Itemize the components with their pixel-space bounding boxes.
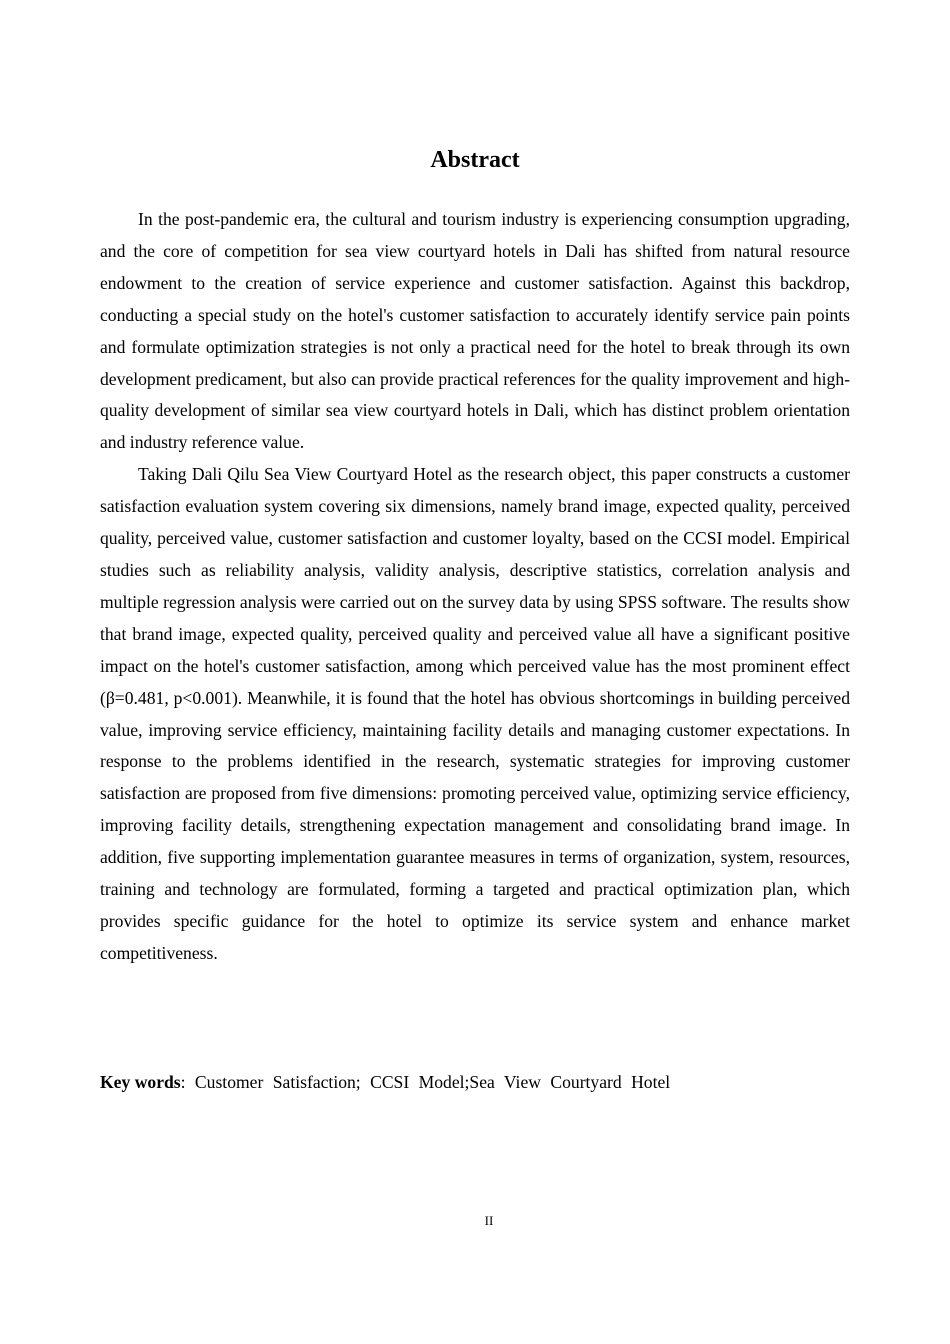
keywords-value: : Customer Satisfaction; CCSI Model;Sea View Courtyard Hotel (180, 1072, 671, 1092)
abstract-paragraph-1: In the post-pandemic era, the cultural and tourism industry is experiencing consumption upgrading, and the core of competition for sea view courtyard hotels in Dali has shifted from natural resource endowment to the creation of service experience and customer satisfaction. Against this backdrop, conducting a special study on the hotel's customer satisfaction to accurately identify service pain points and formulate optimization strategies is not only a practical need for the hotel to break through its own development predicament, but also can provide practical references for the quality improvement and high-quality development of similar sea view courtyard hotels in Dali, which has distinct problem orientation and industry reference value. (100, 209, 850, 453)
abstract-body (100, 204, 850, 970)
keywords-label: Key words (100, 1072, 181, 1092)
keywords-line (100, 1067, 850, 1097)
abstract-paragraph-2: Taking Dali Qilu Sea View Courtyard Hotel as the research object, this paper constructs a customer satisfaction evaluation system covering six dimensions, namely brand image, expected quality, perceived quality, perceived value, customer satisfaction and customer loyalty, based on the CCSI model. Empirical studies such as reliability analysis, validity analysis, descriptive statistics, correlation analysis and multiple regression analysis were carried out on the survey data by using SPSS software. The results show that brand image, expected quality, perceived quality and perceived value all have a significant positive impact on the hotel's customer satisfaction, among which perceived value has the most prominent effect (β=0.481, p<0.001). Meanwhile, it is found that the hotel has obvious shortcomings in building perceived value, improving service efficiency, maintaining facility details and managing customer expectations. In response to the problems identified in the research, systematic strategies for improving customer satisfaction are proposed from five dimensions: promoting perceived value, optimizing service efficiency, improving facility details, strengthening expectation management and consolidating brand image. In addition, five supporting implementation guarantee measures in terms of organization, system, resources, training and technology are formulated, forming a targeted and practical optimization plan, which provides specific guidance for the hotel to optimize its service system and enhance market competitiveness. (100, 464, 850, 963)
page-number: II (484, 1213, 494, 1228)
page-title: Abstract (430, 147, 520, 173)
